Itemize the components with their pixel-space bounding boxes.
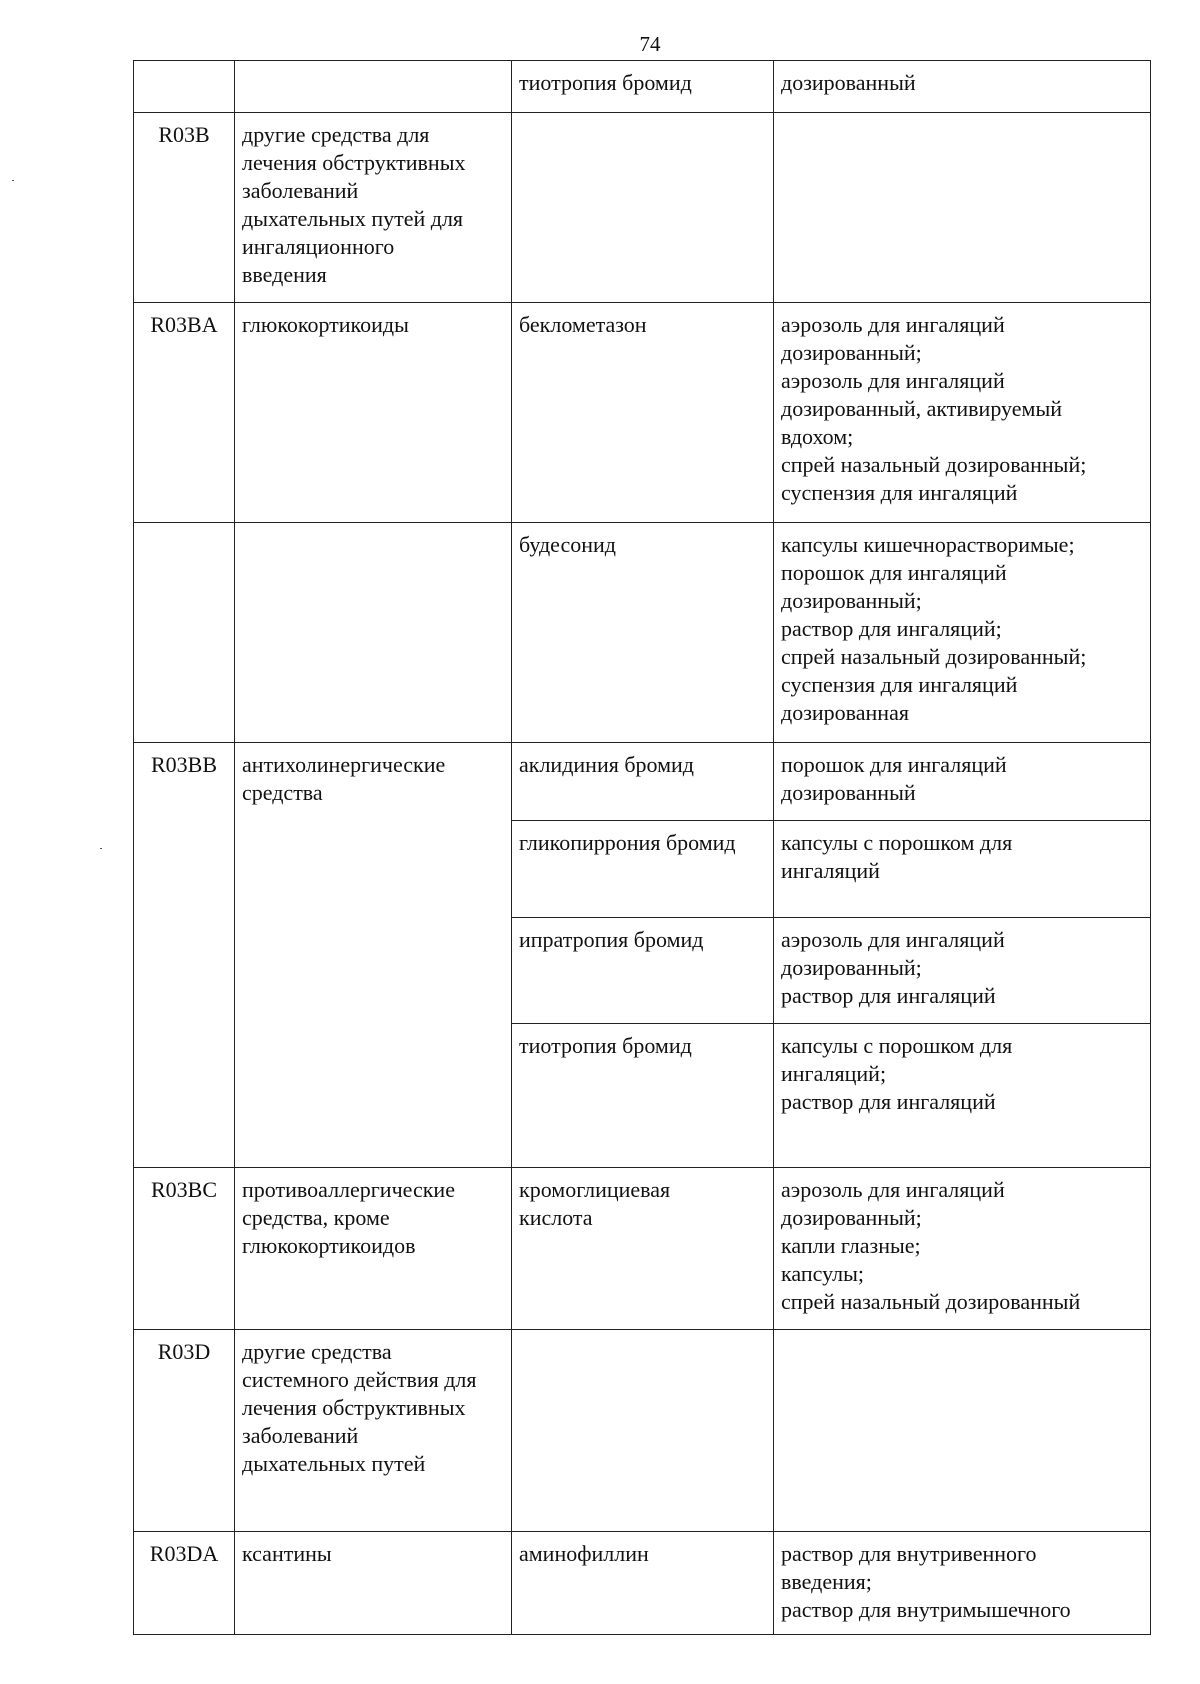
- page-number: 74: [639, 32, 661, 56]
- dosage-forms-cell: аэрозоль для ингаляций дозированный; аэрозоль для ингаляций дозированный, активируемый вдохом; спрей назальный дозированный; суспензия для ингаляций: [774, 303, 1151, 523]
- substance-cell: [512, 1330, 774, 1532]
- substance-cell: ипратропия бромид: [512, 918, 774, 1024]
- table-row: [134, 113, 1151, 303]
- dosage-forms-cell: аэрозоль для ингаляций дозированный; капли глазные; капсулы; спрей назальный дозированный: [774, 1168, 1151, 1330]
- table-row: [134, 61, 1151, 113]
- atc-code-cell: R03DA: [134, 1532, 235, 1635]
- scan-mark: [100, 848, 102, 849]
- atc-code-cell: [134, 61, 235, 113]
- table-row: [134, 303, 1151, 523]
- group-name-cell: глюкокортикоиды: [235, 303, 512, 523]
- scan-mark: [12, 180, 14, 181]
- atc-code-cell: R03BC: [134, 1168, 235, 1330]
- dosage-forms-cell: раствор для внутривенного введения; раствор для внутримышечного: [774, 1532, 1151, 1635]
- atc-code-cell: [134, 523, 235, 743]
- dosage-forms-cell: [774, 1330, 1151, 1532]
- atc-code-cell: R03B: [134, 113, 235, 303]
- atc-code-cell: R03D: [134, 1330, 235, 1532]
- dosage-forms-cell: порошок для ингаляций дозированный: [774, 743, 1151, 821]
- substance-cell: кромоглициевая кислота: [512, 1168, 774, 1330]
- group-name-cell: ксантины: [235, 1532, 512, 1635]
- group-name-cell: [235, 523, 512, 743]
- drug-table: [133, 60, 1151, 1635]
- group-name-cell: другие средства для лечения обструктивных заболеваний дыхательных путей для ингаляционного введения: [235, 113, 512, 303]
- table-row: [134, 1168, 1151, 1330]
- dosage-forms-cell: дозированный: [774, 61, 1151, 113]
- substance-cell: гликопиррония бромид: [512, 821, 774, 918]
- table-row: [134, 743, 1151, 821]
- table-row: [134, 1532, 1151, 1635]
- substance-cell: [512, 113, 774, 303]
- substance-cell: тиотропия бромид: [512, 61, 774, 113]
- table-row: [134, 1330, 1151, 1532]
- substance-cell: аклидиния бромид: [512, 743, 774, 821]
- atc-code-cell: R03BB: [134, 743, 235, 1168]
- dosage-forms-cell: [774, 113, 1151, 303]
- table-row: [134, 523, 1151, 743]
- dosage-forms-cell: капсулы кишечнорастворимые; порошок для ингаляций дозированный; раствор для ингаляций; спрей назальный дозированный; суспензия для ингаляций дозированная: [774, 523, 1151, 743]
- substance-cell: тиотропия бромид: [512, 1024, 774, 1168]
- group-name-cell: [235, 61, 512, 113]
- group-name-cell: другие средства системного действия для лечения обструктивных заболеваний дыхательных путей: [235, 1330, 512, 1532]
- group-name-cell: антихолинергические средства: [235, 743, 512, 1168]
- group-name-cell: противоаллергические средства, кроме глюкокортикоидов: [235, 1168, 512, 1330]
- dosage-forms-cell: аэрозоль для ингаляций дозированный; раствор для ингаляций: [774, 918, 1151, 1024]
- atc-code-cell: R03BA: [134, 303, 235, 523]
- substance-cell: аминофиллин: [512, 1532, 774, 1635]
- dosage-forms-cell: капсулы с порошком для ингаляций: [774, 821, 1151, 918]
- substance-cell: беклометазон: [512, 303, 774, 523]
- dosage-forms-cell: капсулы с порошком для ингаляций; раствор для ингаляций: [774, 1024, 1151, 1168]
- substance-cell: будесонид: [512, 523, 774, 743]
